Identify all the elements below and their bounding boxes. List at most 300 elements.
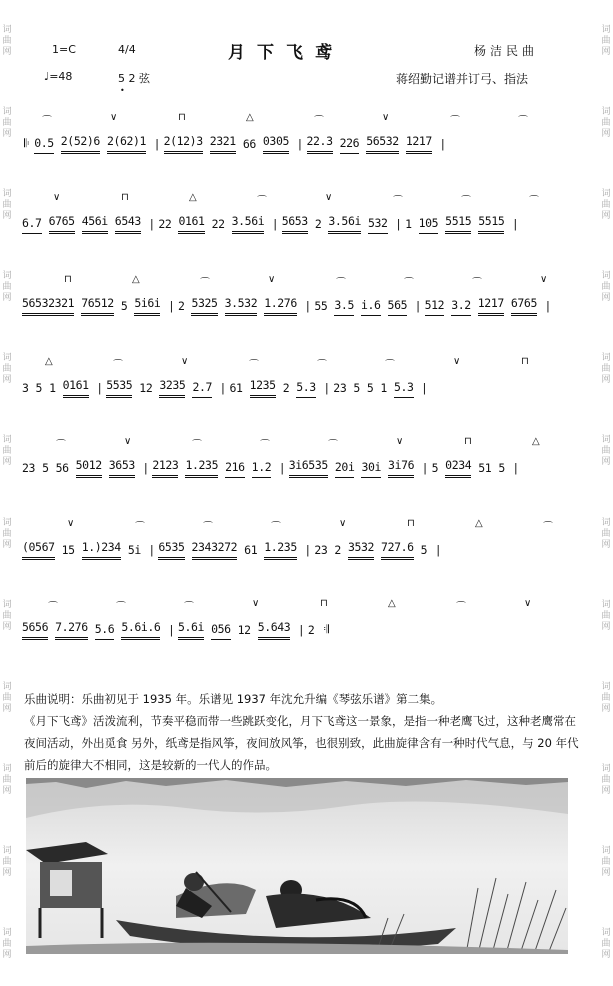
note-group: 3 — [22, 381, 29, 395]
note-group: 56532321 — [22, 296, 74, 316]
note-group: 056 — [211, 622, 231, 640]
note-group: 456i — [82, 214, 108, 234]
bowing-mark: ⌒ — [135, 522, 145, 533]
note-group: 512 — [425, 298, 445, 316]
bowing-mark: △ — [532, 436, 540, 447]
bowing-marks — [22, 274, 592, 288]
bar-line: | — [221, 381, 225, 395]
watermark-char: 网 — [2, 621, 12, 632]
note-group: 0161 — [63, 378, 89, 398]
watermark-strip-left — [0, 0, 14, 986]
watermark-char: 网 — [601, 621, 611, 632]
watermark-group — [2, 846, 11, 879]
bowing-mark: ⌒ — [56, 440, 66, 451]
watermark-group — [2, 107, 11, 140]
note-group: 2.7 — [192, 380, 212, 398]
note-group: 55 — [314, 299, 328, 313]
note-group: 0234 — [445, 458, 471, 478]
watermark-char: 网 — [601, 375, 611, 386]
bar-line: | — [423, 461, 427, 475]
bowing-mark: ⊓ — [64, 274, 72, 285]
watermark-group — [601, 107, 610, 140]
note-group: 1 — [49, 381, 56, 395]
watermark-char: 曲 — [601, 939, 611, 950]
tempo-marking: ♩=48 — [44, 70, 73, 83]
note-group: 5 — [353, 381, 360, 395]
watermark-group — [2, 435, 11, 468]
note-group: 5i — [127, 543, 141, 557]
note-group: 565 — [388, 298, 408, 316]
bowing-mark: ⌒ — [192, 440, 202, 451]
note-group: 61 — [229, 381, 243, 395]
bar-line: | — [143, 461, 148, 475]
note-group: 12 — [237, 623, 251, 637]
note-group: 3.56i — [328, 214, 361, 234]
watermark-group — [601, 353, 610, 386]
note-group: 5.6i — [178, 620, 204, 640]
note-group: 6535 — [158, 540, 184, 560]
bowing-mark: ∨ — [181, 356, 189, 367]
bowing-mark: ⌒ — [336, 278, 346, 289]
bowing-mark: ⌒ — [456, 602, 466, 613]
note-group: 22 — [158, 217, 172, 231]
watermark-char: 网 — [2, 293, 12, 304]
watermark-char: 曲 — [2, 692, 12, 703]
ink-painting-illustration — [26, 778, 568, 954]
note-group: 51 — [478, 461, 492, 475]
watermark-char: 词 — [2, 24, 12, 35]
watermark-char: 词 — [2, 517, 12, 528]
note-group: 3.532 — [225, 296, 258, 316]
string-tuning: 5 2 弦 — [118, 72, 150, 85]
note-group: 1.276 — [264, 296, 297, 316]
watermark-char: 曲 — [601, 446, 611, 457]
watermark-group — [601, 600, 610, 633]
watermark-char: 词 — [601, 517, 611, 528]
bowing-mark: ⌒ — [260, 440, 270, 451]
key-signature: 1=C — [52, 43, 76, 56]
note-group: 5 — [366, 381, 374, 395]
bowing-mark: ⌒ — [184, 602, 194, 613]
watermark-char: 曲 — [2, 364, 12, 375]
boat-scene-painting — [26, 778, 568, 954]
bowing-mark: ⌒ — [317, 360, 327, 371]
watermark-char: 曲 — [2, 610, 12, 621]
note-group: 6543 — [115, 214, 141, 234]
note-group: 5515 — [445, 214, 471, 234]
bowing-mark: ⊓ — [121, 192, 129, 203]
note-group: 2123 — [152, 458, 178, 478]
bowing-mark: ∨ — [67, 518, 75, 529]
watermark-char: 曲 — [601, 35, 611, 46]
bar-line: | — [280, 461, 284, 475]
watermark-char: 词 — [2, 681, 12, 692]
bar-line: | — [273, 217, 277, 231]
bowing-mark: ⌒ — [404, 278, 414, 289]
note-group: 5.3 — [296, 380, 316, 398]
note-group: i.6 — [361, 298, 381, 316]
watermark-char: 词 — [601, 353, 611, 364]
bowing-mark: ∨ — [382, 112, 390, 123]
note-group: 2321 — [210, 134, 236, 154]
time-signature: 4/4 — [118, 43, 136, 56]
watermark-group — [2, 682, 11, 715]
watermark-group — [2, 928, 11, 961]
watermark-char: 网 — [2, 950, 12, 961]
watermark-char: 曲 — [601, 117, 611, 128]
bar-line: | — [324, 381, 329, 395]
score-row — [22, 208, 592, 234]
composer-credit: 杨洁民曲 — [474, 44, 539, 58]
bowing-marks — [22, 112, 592, 126]
note-group: 2(62)1 — [107, 134, 146, 154]
bowing-mark: ⌒ — [314, 116, 324, 127]
watermark-char: 曲 — [2, 117, 12, 128]
note-group: 3.56i — [232, 214, 265, 234]
bar-line: | — [169, 623, 173, 637]
note-group: 5515 — [478, 214, 504, 234]
watermark-char: 网 — [601, 868, 611, 879]
bowing-mark: ∨ — [268, 274, 276, 285]
watermark-char: 曲 — [2, 774, 12, 785]
note-group: 216 — [225, 460, 245, 478]
note-group: 532 — [368, 216, 388, 234]
bar-line: | — [416, 299, 420, 313]
notes-line-2: 《月下飞鸢》活泼流利，节奏平稳而带一些跳跃变化，月下飞鸢这一景象，是指一种老鹰飞过，这种老鹰常在夜间活动，外出觅食 另外，纸鸢是指风筝，夜间放风筝，也很别致，此曲旋律含有一种时代气息，与 20 年代前后的旋律大不相同，这是较新的一代人的作品。 — [24, 714, 579, 772]
watermark-group — [601, 928, 610, 961]
note-group: 0161 — [178, 214, 204, 234]
note-group: 2(52)6 — [61, 134, 100, 154]
bowing-mark: ⊓ — [320, 598, 328, 609]
bowing-mark: ⌒ — [472, 278, 482, 289]
bowing-mark: ⌒ — [529, 196, 539, 207]
note-group: 3653 — [109, 458, 135, 478]
watermark-group — [601, 518, 610, 551]
note-group: 1217 — [478, 296, 504, 316]
watermark-char: 词 — [601, 599, 611, 610]
watermark-char: 词 — [2, 353, 12, 364]
watermark-char: 曲 — [601, 282, 611, 293]
note-group: 1 — [405, 217, 412, 231]
bowing-mark: ⌒ — [461, 196, 471, 207]
watermark-char: 网 — [2, 46, 12, 57]
note-group: 61 — [244, 543, 258, 557]
watermark-char: 网 — [2, 210, 12, 221]
note-group: 1235 — [250, 378, 276, 398]
bar-line: 𝄇 — [323, 622, 329, 636]
note-group: 22 — [211, 217, 225, 231]
watermark-char: 网 — [601, 457, 611, 468]
note-group: 5.6i.6 — [121, 620, 160, 640]
watermark-char: 曲 — [601, 857, 611, 868]
watermark-char: 词 — [601, 763, 611, 774]
bar-line: | — [149, 543, 154, 557]
watermark-char: 曲 — [2, 446, 12, 457]
watermark-group — [2, 353, 11, 386]
watermark-group — [2, 764, 11, 797]
watermark-char: 词 — [2, 928, 12, 939]
note-group: 23 — [333, 381, 347, 395]
watermark-group — [2, 271, 11, 304]
watermark-char: 词 — [2, 106, 12, 117]
bowing-mark: ⌒ — [200, 278, 210, 289]
watermark-char: 词 — [601, 271, 611, 282]
music-notes — [24, 688, 586, 776]
watermark-group — [601, 435, 610, 468]
song-title: 月下飞鸢 — [228, 43, 344, 63]
watermark-char: 词 — [601, 435, 611, 446]
bowing-marks — [22, 436, 592, 450]
note-group: 2 — [177, 299, 185, 313]
watermark-char: 网 — [601, 46, 611, 57]
bowing-mark: ⊓ — [178, 112, 186, 123]
note-group: 5i6i — [134, 296, 160, 316]
bowing-marks — [22, 518, 592, 532]
octave-dot: • — [120, 86, 125, 95]
watermark-char: 网 — [2, 539, 12, 550]
watermark-char: 网 — [2, 868, 12, 879]
watermark-char: 词 — [2, 271, 12, 282]
bowing-marks — [22, 356, 592, 370]
bowing-mark: ⌒ — [249, 360, 259, 371]
note-group: 105 — [419, 216, 439, 234]
notes-line-1: 乐曲说明：乐曲初见于 1935 年。乐谱见 1937 年沈允升编《琴弦乐谱》第二集。 — [24, 692, 443, 706]
watermark-group — [601, 764, 610, 797]
note-group: 2(12)3 — [164, 134, 203, 154]
bowing-mark: △ — [388, 598, 396, 609]
bowing-mark: ⌒ — [393, 196, 403, 207]
bowing-mark: ⊓ — [521, 356, 529, 367]
note-group: 2 — [307, 623, 315, 637]
note-group: 6765 — [511, 296, 537, 316]
watermark-char: 网 — [2, 375, 12, 386]
note-group: 66 — [242, 137, 256, 151]
score-row — [22, 534, 592, 560]
bowing-mark: ∨ — [53, 192, 61, 203]
bar-line: | — [422, 381, 427, 395]
note-group: 1.)234 — [82, 540, 121, 560]
note-group: 15 — [61, 543, 75, 557]
note-group: 5656 — [22, 620, 48, 640]
note-group: 2 — [314, 217, 322, 231]
bar-line: | — [149, 217, 154, 231]
bowing-mark: △ — [189, 192, 197, 203]
bowing-mark: ⌒ — [385, 360, 395, 371]
note-group: 12 — [139, 381, 153, 395]
bowing-mark: ⊓ — [464, 436, 472, 447]
bowing-mark: ⌒ — [203, 522, 213, 533]
watermark-char: 曲 — [601, 774, 611, 785]
bowing-mark: ∨ — [396, 436, 404, 447]
bar-line: | — [513, 461, 518, 475]
bar-line: | — [305, 299, 310, 313]
bar-line: | — [396, 217, 401, 231]
watermark-group — [2, 189, 11, 222]
score-row — [22, 290, 592, 316]
bowing-mark: ⌒ — [42, 116, 52, 127]
note-group: 3.2 — [451, 298, 471, 316]
watermark-char: 词 — [601, 188, 611, 199]
score-row — [22, 128, 592, 154]
note-group: 56532 — [366, 134, 399, 154]
bowing-mark: ⌒ — [518, 116, 528, 127]
note-group: 22.3 — [307, 134, 333, 154]
note-group: 1.2 — [252, 460, 272, 478]
watermark-char: 网 — [601, 785, 611, 796]
bowing-mark: ⌒ — [116, 602, 126, 613]
watermark-char: 词 — [601, 681, 611, 692]
note-group: 30i — [361, 460, 381, 478]
note-group: 5 — [498, 461, 505, 475]
watermark-char: 词 — [601, 24, 611, 35]
bowing-mark: ⌒ — [257, 196, 267, 207]
bowing-mark: ∨ — [325, 192, 333, 203]
watermark-group — [2, 600, 11, 633]
watermark-char: 网 — [601, 128, 611, 139]
bowing-mark: ∨ — [124, 436, 132, 447]
note-group: 226 — [340, 136, 360, 154]
watermark-char: 网 — [2, 457, 12, 468]
watermark-char: 网 — [2, 785, 12, 796]
watermark-char: 曲 — [2, 199, 12, 210]
note-group: 23 — [22, 461, 36, 475]
bowing-mark: ∨ — [524, 598, 532, 609]
bowing-mark: ∨ — [252, 598, 260, 609]
watermark-group — [601, 25, 610, 58]
note-group: 56 — [55, 461, 69, 475]
note-group: 3i6535 — [289, 458, 328, 478]
note-group: 1.235 — [264, 540, 297, 560]
bowing-mark: ⊓ — [407, 518, 415, 529]
score-row — [22, 452, 592, 478]
watermark-group — [601, 189, 610, 222]
watermark-char: 曲 — [601, 610, 611, 621]
bowing-mark: ⌒ — [48, 602, 58, 613]
watermark-group — [2, 518, 11, 551]
arranger-credit: 蒋绍勤记谱并订弓、指法 — [396, 72, 529, 86]
score-row — [22, 614, 592, 640]
bowing-mark: ⌒ — [271, 522, 281, 533]
note-group: 3235 — [159, 378, 185, 398]
score-row — [22, 372, 592, 398]
note-group: 0305 — [263, 134, 289, 154]
bar-line: | — [436, 543, 440, 557]
bowing-mark: ∨ — [339, 518, 347, 529]
watermark-group — [601, 271, 610, 304]
note-group: 727.6 — [381, 540, 414, 560]
note-group: 5.3 — [394, 380, 414, 398]
watermark-char: 曲 — [2, 35, 12, 46]
bar-line: | — [155, 137, 159, 151]
note-group: 5012 — [76, 458, 102, 478]
bar-line: | — [299, 623, 303, 637]
bar-line: | — [440, 137, 445, 151]
bowing-mark: ∨ — [540, 274, 548, 285]
watermark-char: 词 — [2, 435, 12, 446]
note-group: 5.6 — [95, 622, 115, 640]
note-group: 23 — [314, 543, 328, 557]
bar-line: | — [97, 381, 102, 395]
watermark-char: 词 — [2, 846, 12, 857]
note-group: 3532 — [348, 540, 374, 560]
bowing-mark: △ — [132, 274, 140, 285]
watermark-char: 曲 — [601, 199, 611, 210]
note-group: 76512 — [81, 296, 114, 316]
bar-line: | — [298, 137, 302, 151]
bowing-mark: ⌒ — [450, 116, 460, 127]
note-group: 5653 — [282, 214, 308, 234]
watermark-char: 网 — [2, 703, 12, 714]
watermark-group — [601, 682, 610, 715]
bowing-mark: △ — [475, 518, 483, 529]
watermark-group — [601, 846, 610, 879]
note-group: 1.235 — [185, 458, 218, 478]
watermark-char: 网 — [601, 293, 611, 304]
bar-line: | — [545, 299, 550, 313]
watermark-char: 网 — [601, 950, 611, 961]
watermark-char: 曲 — [2, 939, 12, 950]
watermark-strip-right — [599, 0, 613, 986]
watermark-char: 词 — [2, 763, 12, 774]
bowing-mark: ⌒ — [113, 360, 123, 371]
bar-line: | — [513, 217, 517, 231]
note-group: 1 — [380, 381, 387, 395]
note-group: 1217 — [406, 134, 432, 154]
note-group: 0.5 — [34, 136, 54, 154]
watermark-group — [2, 25, 11, 58]
bowing-mark: △ — [45, 356, 53, 367]
note-group: 5325 — [191, 296, 217, 316]
watermark-char: 曲 — [2, 528, 12, 539]
watermark-char: 词 — [601, 928, 611, 939]
note-group: 5535 — [106, 378, 132, 398]
watermark-char: 词 — [601, 106, 611, 117]
note-group: 5 — [42, 461, 49, 475]
note-group: 2 — [334, 543, 341, 557]
bowing-mark: ∨ — [110, 112, 118, 123]
watermark-char: 词 — [601, 846, 611, 857]
note-group: 2343272 — [192, 540, 238, 560]
bar-line: 𝄆 — [24, 136, 30, 150]
bowing-marks — [22, 192, 592, 206]
watermark-char: 网 — [601, 703, 611, 714]
note-group: 7.276 — [55, 620, 88, 640]
note-group: 5 — [420, 543, 428, 557]
watermark-char: 网 — [2, 128, 12, 139]
bowing-mark: ⌒ — [328, 440, 338, 451]
watermark-char: 词 — [2, 188, 12, 199]
note-group: 6765 — [49, 214, 75, 234]
watermark-char: 曲 — [2, 857, 12, 868]
watermark-char: 曲 — [2, 282, 12, 293]
bowing-mark: ⌒ — [543, 522, 553, 533]
note-group: 6.7 — [22, 216, 42, 234]
note-group: 3i76 — [388, 458, 414, 478]
watermark-char: 曲 — [601, 364, 611, 375]
note-group: 5.643 — [258, 620, 291, 640]
note-group: 5 — [120, 299, 128, 313]
bowing-mark: ∨ — [453, 356, 461, 367]
bowing-marks — [22, 598, 592, 612]
watermark-char: 网 — [601, 210, 611, 221]
bar-line: | — [305, 543, 310, 557]
watermark-char: 网 — [601, 539, 611, 550]
watermark-char: 曲 — [601, 528, 611, 539]
note-group: 3.5 — [334, 298, 354, 316]
watermark-char: 曲 — [601, 692, 611, 703]
bowing-mark: △ — [246, 112, 254, 123]
watermark-char: 词 — [2, 599, 12, 610]
